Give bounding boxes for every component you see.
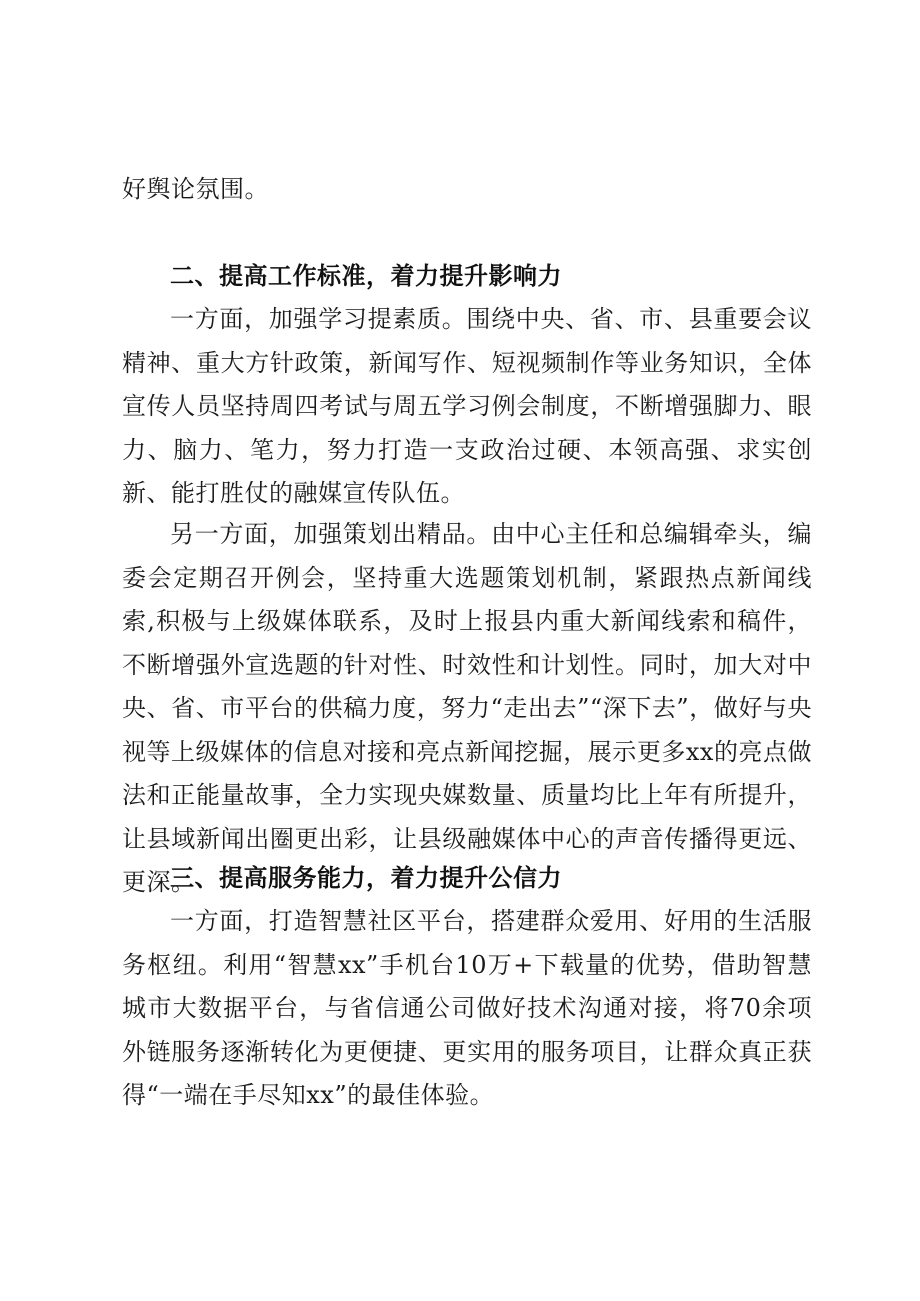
paragraph-continuation: 好舆论氛围。 [122,175,269,203]
section-heading-3: 三、提高服务能力，着力提升公信力 [170,864,562,892]
paragraph-smart-community: 一方面，打造智慧社区平台，搭建群众爱用、好用的生活服务枢纽。利用“智慧xx”手机台10万+下载量的优势，借助智慧城市大数据平台，与省信通公司做好技术沟通对接，将70余项外链服务逐渐转化为更便捷、更实用的服务项目，让群众真正获得“一端在手尽知xx”的最佳体验。 [122,907,812,1109]
paragraph-study: 一方面，加强学习提素质。围绕中央、省、市、县重要会议精神、重大方针政策，新闻写作、短视频制作等业务知识，全体宣传人员坚持周四考试与周五学习例会制度，不断增强脚力、眼力、脑力、笔力，努力打造一支政治过硬、本领高强、求实创新、能打胜仗的融媒宣传队伍。 [122,305,812,507]
paragraph-planning: 另一方面，加强策划出精品。由中心主任和总编辑牵头，编委会定期召开例会，坚持重大选题策划机制，紧跟热点新闻线索,积极与上级媒体联系，及时上报县内重大新闻线索和稿件，不断增强外宣选题的针对性、时效性和计划性。同时，加大对中央、省、市平台的供稿力度，努力“走出去”“深下去”，做好与央视等上级媒体的信息对接和亮点新闻挖掘，展示更多xx的亮点做法和正能量故事，全力实现央媒数量、质量均比上年有所提升，让县域新闻出圈更出彩，让县级融媒体中心的声音传播得更远、更深。 [122,520,812,896]
section-heading-2: 二、提高工作标准，着力提升影响力 [170,262,562,290]
